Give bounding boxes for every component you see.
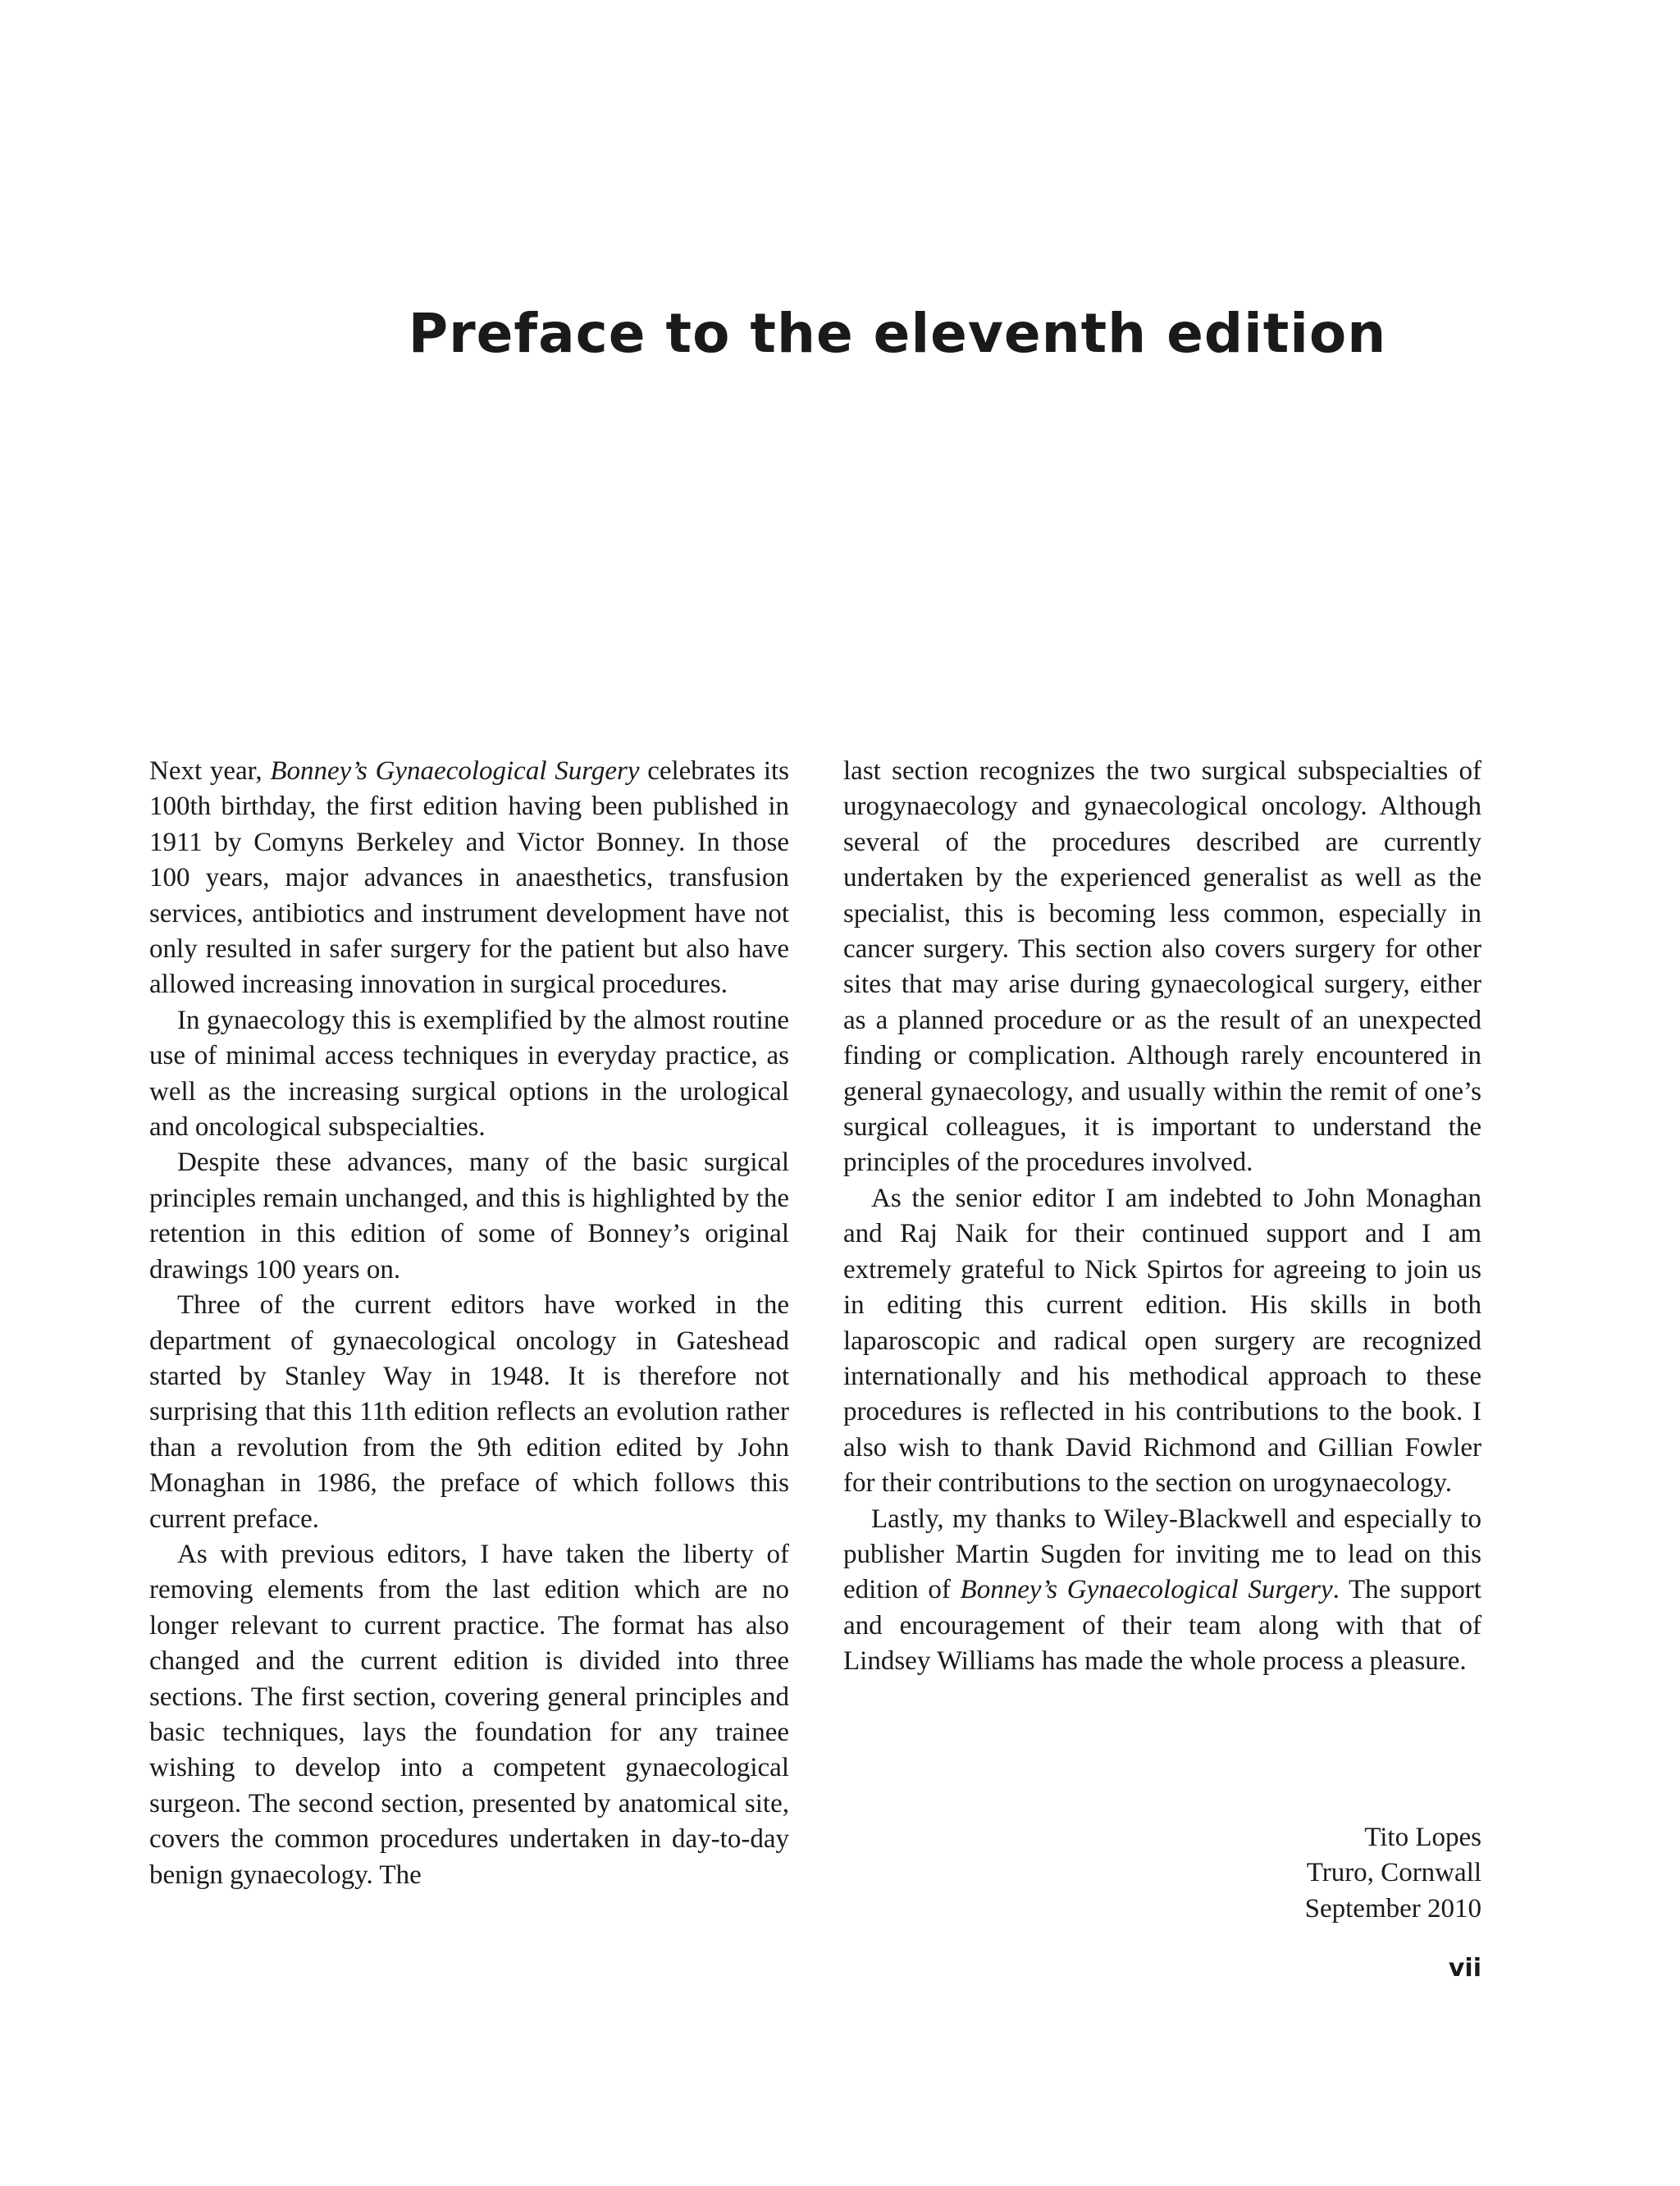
paragraph-subspecialties: last section recognizes the two surgical subspecialties of urogynaecology and gynaecological oncology. Although several of the procedures described are currently undertaken by the experienced generalist as well as the specialist, this is becoming less common, especially in cancer surgery. This section also covers surgery for other sites that may arise during gynaecological surgery, either as a planned procedure or as the result of an unexpected finding or complication. Although rarely encountered in general gynaecology, and usually within the remit of one’s surgical colleagues, it is important to understand the principles of the procedures involved.: [843, 756, 1481, 1178]
paragraph-intro-text-c: celebrates its 100th birthday, the first edition having been published in 1911 by Comyns Berkeley and Victor Bonney. In those 100 years, major advances in anaesthetics, transfusion services, antibiotics and instrument development have not only resulted in safer surgery for the patient but also have allowed increasing innovation in surgical procedures.: [149, 756, 789, 1000]
paragraph-principles: Despite these advances, many of the basic surgical principles remain unchanged, and this is highlighted by the retention in this edition of some of Bonney’s original drawings 100 years on.: [149, 1148, 789, 1285]
paragraph-intro-text-a: Next year,: [149, 756, 271, 786]
paragraph-acknowledgements: As the senior editor I am indebted to John Monaghan and Raj Naik for their continued support and I am extremely grateful to Nick Spirtos for agreeing to join us in editing this current edition. His skills in both laparoscopic and radical open surgery are recognized internationally and his methodical approach to these procedures is reflected in his contributions to the book. I also wish to thank David Richmond and Gillian Fowler for their contributions to the section on urogynaecology.: [843, 1183, 1481, 1499]
paragraph-gynaecology: In gynaecology this is exemplified by the almost routine use of minimal access techniques in everyday practice, as well as the increasing surgical options in the urological and oncological subspecialties.: [149, 1005, 789, 1143]
paragraph-thanks-text-c: . The support and encouragement of their team along with that of Lindsey Williams has made the whole process a pleasure.: [843, 1575, 1481, 1677]
book-title-italic: Bonney’s Gynaecological Surgery: [270, 756, 640, 786]
page-title: Preface to the eleventh edition: [408, 302, 1387, 365]
paragraph-sections: As with previous editors, I have taken the liberty of removing elements from the last edition which are no longer relevant to current practice. The format has also changed and the current edition is divided into three sections. The first section, covering general principles and basic techniques, lays the foundation for any trainee wishing to develop into a competent gynaecological surgeon. The second section, presented by anatomical site, covers the common procedures undertaken in day-to-day benign gynaecology. The: [149, 1539, 789, 1890]
signature-block: [1305, 1820, 1481, 1927]
signature-name: Tito Lopes: [1364, 1823, 1481, 1852]
right-column: [843, 754, 1481, 1680]
paragraph-intro: [149, 754, 789, 1003]
paragraph-thanks: [843, 1502, 1481, 1680]
signature-date: September 2010: [1304, 1893, 1481, 1924]
signature-place: Truro, Cornwall: [1306, 1858, 1481, 1888]
paragraph-editors: Three of the current editors have worked in the department of gynaecological oncology in Gateshead started by Stanley Way in 1948. It is therefore not surprising that this 11th edition reflects an evolution rather than a revolution from the 9th edition edited by John Monaghan in 1986, the preface of which follows this current preface.: [149, 1290, 789, 1534]
left-column: [149, 754, 789, 1893]
paragraph-thanks-text-a: Lastly, my thanks to Wiley-Blackwell and especially to publisher Martin Sugden for inviting me to lead on this edition of: [843, 1504, 1481, 1605]
book-title-italic: Bonney’s Gynaecological Surgery: [960, 1575, 1333, 1605]
page-number: vii: [1448, 1954, 1481, 1983]
